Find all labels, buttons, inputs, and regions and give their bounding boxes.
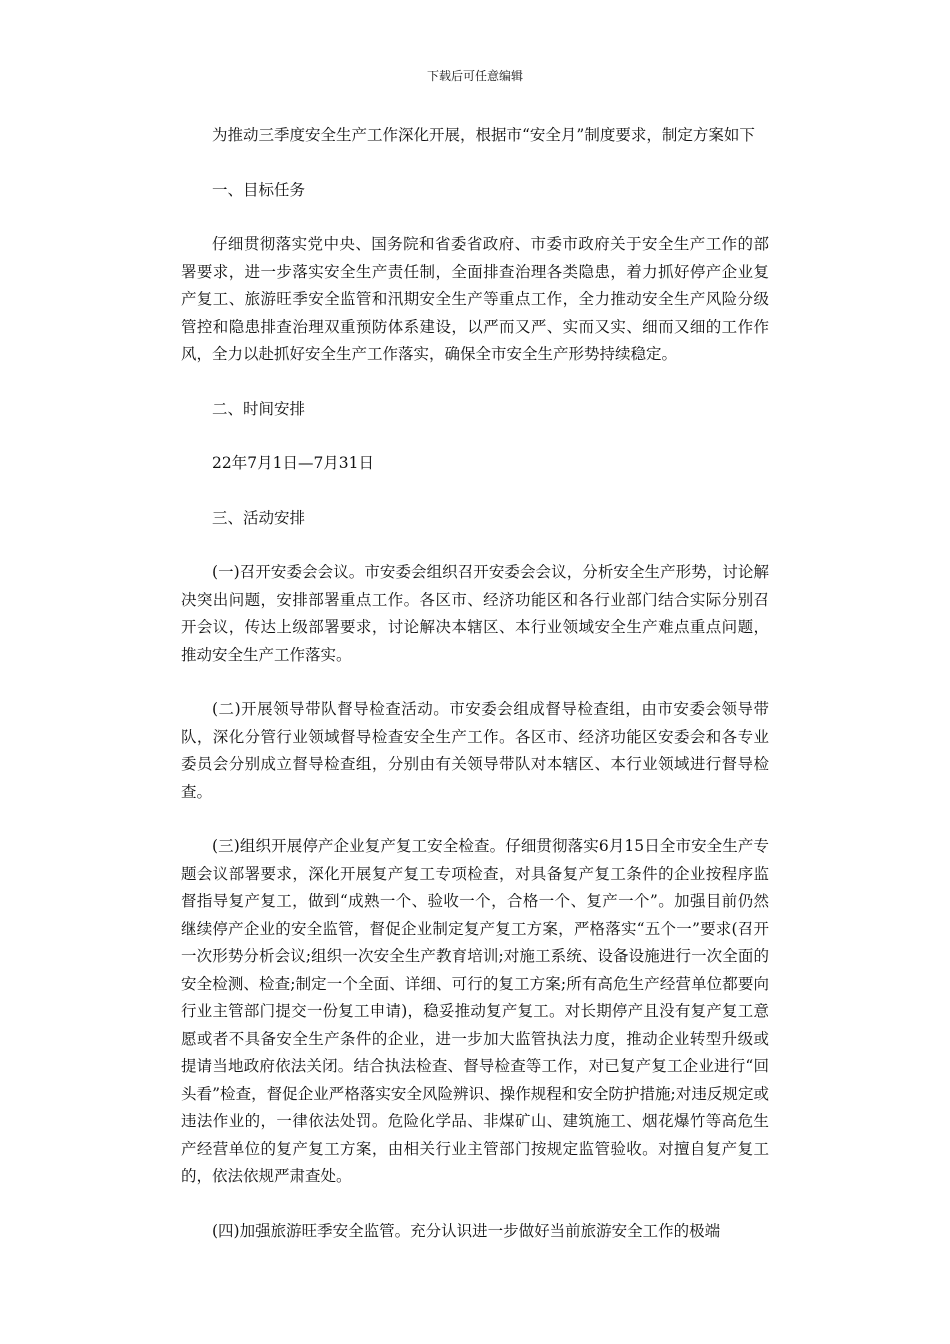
section-heading-schedule: 二、时间安排 <box>212 399 306 418</box>
activity-paragraph-3: (三)组织开展停产企业复产复工安全检查。仔细贯彻落实6月15日全市安全生产专题会议部署要求，深化开展复产复工专项检查，对具备复产复工条件的企业按程序监督指导复产复工，做到“成熟一个、验收一个，合格一个、复产一个”。加强目前仍然继续停产企业的安全监管，督促企业制定复产复工方案，严格落实“五个一”要求(召开一次形势分析会议;组织一次安全生产教育培训;对施工系统、设备设施进行一次全面的安全检测、检查;制定一个全面、详细、可行的复工方案;所有高危生产经营单位都要向行业主管部门提交一份复工申请)，稳妥推动复产复工。对长期停产且没有复产复工意愿或者不具备安全生产条件的企业，进一步加大监管执法力度，推动企业转型升级或提请当地政府依法关闭。结合执法检查、督导检查等工作，对已复产复工企业进行“回头看”检查，督促企业严格落实安全风险辨识、操作规程和安全防护措施;对违反规定或违法作业的，一律依法处罚。危险化学品、非煤矿山、建筑施工、烟花爆竹等高危生产经营单位的复产复工方案，由相关行业主管部门按规定监管验收。对擅自复产复工的，依法依规严肃查处。 <box>181 837 769 1185</box>
activity-paragraph-2: (二)开展领导带队督导检查活动。市安委会组成督导检查组，由市安委会领导带队，深化分管行业领域督导检查安全生产工作。各区市、经济功能区安委会和各专业委员会分别成立督导检查组，分别由有关领导带队对本辖区、本行业领域进行督导检查。 <box>181 700 769 801</box>
activity-paragraph-4: (四)加强旅游旺季安全监管。充分认识进一步做好当前旅游安全工作的极端 <box>212 1221 721 1240</box>
activity-paragraph-1: (一)召开安委会会议。市安委会组织召开安委会会议，分析安全生产形势，讨论解决突出问题，安排部署重点工作。各区市、经济功能区和各行业部门结合实际分别召开会议，传达上级部署要求，讨论解决本辖区、本行业领域安全生产难点重点问题，推动安全生产工作落实。 <box>181 563 769 664</box>
goals-paragraph: 仔细贯彻落实党中央、国务院和省委省政府、市委市政府关于安全生产工作的部署要求，进一步落实安全生产责任制，全面排查治理各类隐患，着力抓好停产企业复产复工、旅游旺季安全监管和汛期安全生产等重点工作，全力推动安全生产风险分级管控和隐患排查治理双重预防体系建设，以严而又严、实而又实、细而又细的工作作风，全力以赴抓好安全生产工作落实，确保全市安全生产形势持续稳定。 <box>181 235 769 363</box>
document-body <box>181 122 769 1272</box>
schedule-paragraph: 22年7月1日—7月31日 <box>212 454 375 472</box>
intro-paragraph: 为推动三季度安全生产工作深化开展，根据市“安全月”制度要求，制定方案如下 <box>212 126 755 144</box>
page-header: 下载后可任意编辑 <box>426 69 523 83</box>
section-heading-goals: 一、目标任务 <box>212 180 306 199</box>
section-heading-activities: 三、活动安排 <box>212 508 306 527</box>
